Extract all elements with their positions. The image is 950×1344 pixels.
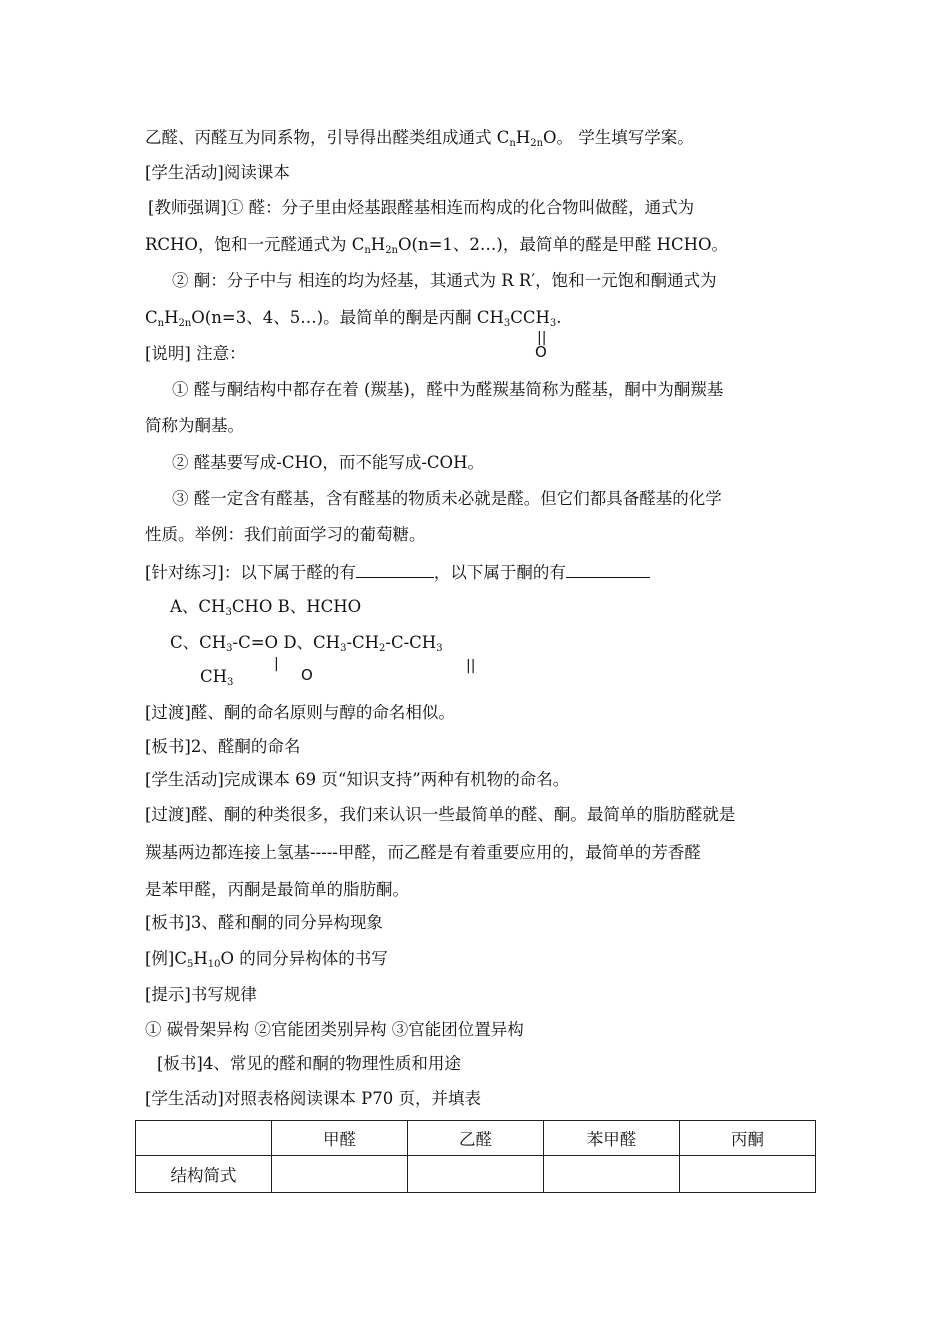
double-bond-mark-d: || — [466, 658, 476, 674]
table-row-label: 结构简式 — [136, 1156, 272, 1193]
line-18: [板书]2、醛酮的命名 — [145, 737, 301, 756]
table-row — [136, 1156, 816, 1193]
line-21: 羰基两边都连接上氢基-----甲醛，而乙醛是有着重要应用的，最简单的芳香醛 — [145, 843, 701, 862]
answer-blank-ketone[interactable] — [566, 561, 650, 578]
single-bond-mark: | — [274, 656, 279, 672]
line-12: 性质。举例：我们前面学习的葡萄糖。 — [145, 525, 426, 544]
line-5: ② 酮：分子中与 相连的均为烃基，其通式为 R R′，饱和一元饱和酮通式为 — [172, 271, 717, 290]
oxygen-label: O — [535, 343, 547, 361]
line-19: [学生活动]完成课本 69 页“知识支持”两种有机物的命名。 — [145, 770, 570, 789]
line-23: [板书]3、醛和酮的同分异构现象 — [145, 913, 383, 932]
line-13: [针对练习]：以下属于醛的有 ，以下属于酮的有 — [145, 561, 650, 584]
line-20: [过渡]醛、酮的种类很多，我们来认识一些最简单的醛、酮。最简单的脂肪醛就是 — [145, 805, 736, 824]
line-1: 乙醛、丙醛互为同系物，引导得出醛类组成通式 $C_nH_{2n}O$。 学生填写学案。 — [145, 128, 694, 149]
line-14: A、$CH_3CHO$ B、HCHO — [170, 597, 362, 618]
line-7: [说明] 注意： — [145, 344, 246, 363]
table-cell[interactable] — [680, 1156, 816, 1193]
line-3: [教师强调]① 醛：分子里由烃基跟醛基相连而构成的化合物叫做醛，通式为 — [148, 198, 695, 217]
line-26: ① 碳骨架异构 ②官能团类别异构 ③官能团位置异构 — [145, 1020, 524, 1039]
properties-table — [135, 1120, 816, 1193]
table-header-cell: 甲醛 — [272, 1121, 408, 1156]
line-28: [学生活动]对照表格阅读课本 P70 页，并填表 — [145, 1089, 481, 1108]
answer-blank-aldehyde[interactable] — [356, 561, 434, 578]
line-9: 简称为酮基。 — [145, 416, 244, 435]
table-header-cell: 乙醛 — [408, 1121, 544, 1156]
line-8: ① 醛与酮结构中都存在着 (羰基)，醛中为醛羰基简称为醛基，酮中为酮羰基 — [172, 380, 724, 399]
table-cell[interactable] — [408, 1156, 544, 1193]
oxygen-label-d: O — [301, 666, 313, 684]
double-bond-mark: || — [537, 330, 547, 346]
line-25: [提示]书写规律 — [145, 985, 257, 1004]
line-17: [过渡]醛、酮的命名原则与醇的命名相似。 — [145, 703, 455, 722]
line-6: $C_nH_{2n}O(n=3$、4、5…)。最简单的酮是丙酮 $CH_3CCH_3$. — [145, 308, 562, 329]
table-header-cell: 丙酮 — [680, 1121, 816, 1156]
line-10: ② 醛基要写成-CHO，而不能写成-COH。 — [172, 453, 484, 472]
line-27: [板书]4、常见的醛和酮的物理性质和用途 — [157, 1054, 461, 1073]
line-24: [例]$C_5H_{10}O$ 的同分异构体的书写 — [145, 949, 388, 970]
table-cell[interactable] — [272, 1156, 408, 1193]
line-11: ③ 醛一定含有醛基，含有醛基的物质未必就是醛。但它们都具备醛基的化学 — [172, 489, 722, 508]
line-4: RCHO，饱和一元醛通式为 $C_nH_{2n}O(n=1$、2…)，最简单的醛是甲醛 HCHO。 — [145, 235, 729, 256]
line-16-ch3: $CH_3$ — [200, 667, 234, 688]
table-header-cell — [136, 1121, 272, 1156]
table-header-cell: 苯甲醛 — [544, 1121, 680, 1156]
table-cell[interactable] — [544, 1156, 680, 1193]
table-header-row — [136, 1121, 816, 1156]
line-2: [学生活动]阅读课本 — [145, 163, 290, 182]
line-22: 是苯甲醛，丙酮是最简单的脂肪酮。 — [145, 880, 409, 899]
line-15: C、$CH_3-C=O$ D、$CH_3-CH_2-C-CH_3$ — [170, 633, 443, 654]
